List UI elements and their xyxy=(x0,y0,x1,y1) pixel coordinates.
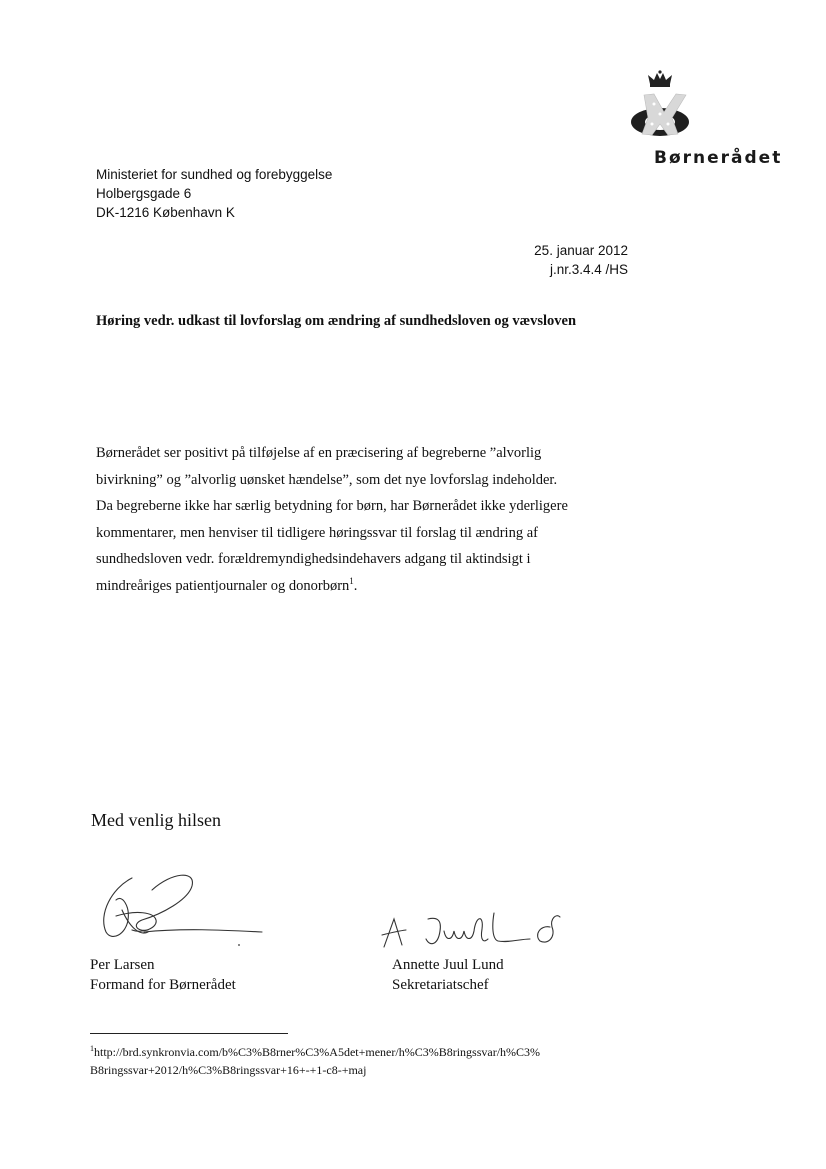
body-line: Da begreberne ikke har særlig betydning for børn, har Børnerådet ikke yderligere xyxy=(96,498,568,514)
signature-per-larsen-icon xyxy=(92,870,272,950)
body-line: kommentarer, men henviser til tidligere høringssvar til forslag til ændring af xyxy=(96,524,538,541)
footnote-url-part-1[interactable]: http://brd.synkronvia.com/b%C3%B8rner%C3%A5det+mener/h%C3%B8ringssvar/h%C3% xyxy=(94,1045,541,1059)
body-line-last xyxy=(96,573,616,600)
signatory-right xyxy=(392,955,504,995)
signature-annette-juul-lund-icon xyxy=(380,905,570,955)
footnote-line-1 xyxy=(90,1043,540,1061)
footnote xyxy=(90,1043,540,1079)
recipient-line-2: Holbergsgade 6 xyxy=(96,186,192,201)
body-end-punctuation: . xyxy=(353,577,358,594)
recipient-address xyxy=(96,165,332,222)
letter-subject: Høring vedr. udkast til lovforslag om ændring af sundhedsloven og vævsloven xyxy=(96,313,577,329)
letter-date: 25. januar 2012 xyxy=(534,243,628,258)
footnote-url-part-2[interactable]: B8ringssvar+2012/h%C3%B8ringssvar+16+-+1-c8-+maj xyxy=(90,1063,367,1077)
letterhead-org-name: Børnerådet xyxy=(654,148,783,168)
body-line: mindreåriges patientjournaler og donorbørn xyxy=(96,577,350,594)
recipient-line-1: Ministeriet for sundhed og forebyggelse xyxy=(96,167,333,182)
signatory-name: Annette Juul Lund xyxy=(392,957,504,973)
body-line: bivirkning” og ”alvorlig uønsket hændelse”, som det nye lovforslag indeholder. xyxy=(96,471,558,488)
footnote-marker: 1 xyxy=(90,1044,94,1053)
letter-body xyxy=(96,440,616,599)
closing-phrase: Med venlig hilsen xyxy=(91,810,221,830)
signatory-left xyxy=(90,955,236,995)
footnote-divider xyxy=(90,1033,288,1034)
signatory-name: Per Larsen xyxy=(90,957,155,973)
signatory-title: Formand for Børnerådet xyxy=(90,977,236,993)
footnote-reference: 1 xyxy=(349,575,354,586)
body-line: sundhedsloven vedr. forældremyndighedsindehavers adgang til aktindsigt i xyxy=(96,551,531,567)
date-block xyxy=(440,241,628,279)
journal-number: j.nr.3.4.4 /HS xyxy=(549,262,628,277)
borneradet-logo-icon xyxy=(620,70,700,140)
recipient-line-3: DK-1216 København K xyxy=(96,205,235,220)
body-line: Børnerådet ser positivt på tilføjelse af en præcisering af begreberne ”alvorlig xyxy=(96,445,542,461)
signatory-title: Sekretariatschef xyxy=(392,977,489,993)
